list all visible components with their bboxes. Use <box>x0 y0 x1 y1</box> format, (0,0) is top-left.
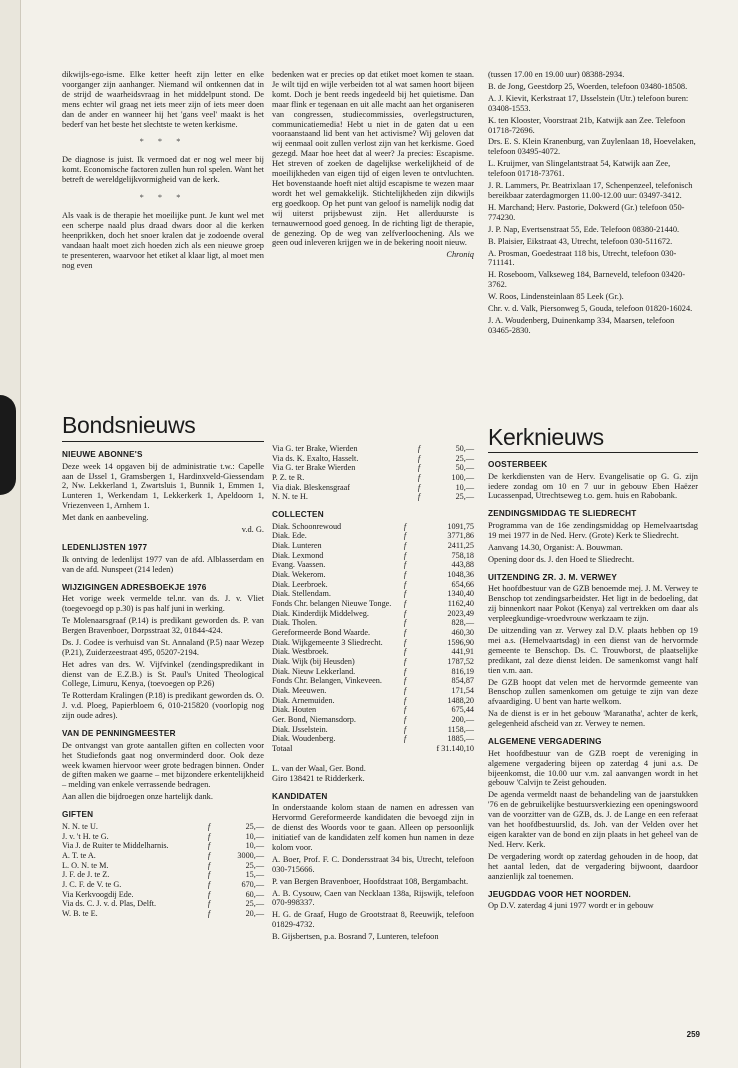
collection-row: Diak. Lunteren f 2411,25 <box>272 541 474 551</box>
section-heading: COLLECTEN <box>272 510 324 520</box>
gift-row: A. T. te A. f 3000,— <box>62 850 264 860</box>
section-stars: * * * <box>139 193 187 203</box>
gift-row: N. N. te U. f 25,— <box>62 821 264 831</box>
collection-row: Diak. Arnemuiden. f 1488,20 <box>272 695 474 705</box>
section-text: Te Rotterdam Kralingen (P.18) is predikant geworden ds. O. J. v.d. Ploeg, Papierbloem 6, 010-215820 (voorlopig nog zijn oude adres). <box>62 691 264 721</box>
candidate-entry: H. G. de Graaf, Hugo de Grootstraat 8, Reeuwijk, telefoon 01829-4732. <box>272 910 474 930</box>
gift-row: N. N. te H. f 25,— <box>272 492 474 502</box>
section-text: Ds. J. Codee is verhuisd van St. Annaland (P.5) naar Wezep (P.21), Zuiderzeestraat 495, 05207-2194. <box>62 637 264 657</box>
collection-row: Diak. Stellendam. f 1340,40 <box>272 589 474 599</box>
candidate-entry: P. van Bergen Bravenboer, Hoofdstraat 108, Bergambacht. <box>272 876 469 886</box>
collection-row: Diak. Wekerom. f 1048,36 <box>272 570 474 580</box>
section-stars: * * * <box>139 137 187 147</box>
contact-entry: B. de Jong, Geestdorp 25, Woerden, telefoon 03480-18508. <box>488 81 688 91</box>
section-signature: v.d. G. <box>241 525 264 535</box>
section-text: Op D.V. zaterdag 4 juni 1977 wordt er in gebouw <box>488 901 654 911</box>
collection-row: Evang. Vaassen. f 443,88 <box>272 560 474 570</box>
contact-entry: Chr. v. d. Valk, Piersonweg 5, Gouda, telefoon 01820-16024. <box>488 304 693 314</box>
contact-entry: B. Plaisier, Eikstraat 43, Utrecht, telefoon 030-511672. <box>488 236 673 246</box>
collection-row: Diak. Wijkgemeente 3 Sliedrecht. f 1596,90 <box>272 637 474 647</box>
gift-row: J. v. 't H. te G. f 10,— <box>62 831 264 841</box>
section-text: Het adres van drs. W. Vijfvinkel (zendingspredikant in dienst van de E.Z.B.) is St. Paul's United Theological College, Limuru, Kenya, (toevoegen op P.26) <box>62 659 264 689</box>
gift-row: Via diak. Bleskensgraaf f 10,— <box>272 482 474 492</box>
collection-row: Diak. Ede. f 3771,86 <box>272 531 474 541</box>
gift-row: J. C. F. de V. te G. f 670,— <box>62 879 264 889</box>
section-text: Aan allen die bijdroegen onze hartelijk dank. <box>62 792 213 802</box>
section-heading: GIFTEN <box>62 810 94 820</box>
member-lists-section <box>62 543 264 574</box>
section-text: Met dank en aanbeveling. <box>62 513 149 523</box>
collection-row: Diak. Meeuwen. f 171,54 <box>272 686 474 696</box>
section-text: De vergadering wordt op zaterdag gehouden in de hoop, dat het aantal leden, dat de vergadering bijwoont, daardoor aanzienlijk zal toenemen. <box>488 851 698 881</box>
contact-entry: J. R. Lammers, Pr. Beatrixlaan 17, Schenpenzeel, telefonisch bereikbaar zaterdagmorgen 11.00-12.00 uur: 03497-3412. <box>488 181 693 200</box>
total-row: Totaal f 31.140,10 <box>272 744 474 754</box>
section-text: De GZB hoopt dat velen met de hervormde gemeente van Benschop zullen samenkomen om getuige te zijn van deze afvaardiging. U bent van harte welkom. <box>488 677 698 707</box>
collection-row: Diak. Wijk (bij Heusden) f 1787,52 <box>272 657 474 667</box>
section-text: De agenda vermeldt naast de behandeling van de jaarstukken '76 en de gebruikelijke bestuursverkiezing een openingswoord van de voorzitter van de GZB, ds. J. de Lange en een referaat van het hoofdbestuurslid, ds. Joh. van der Velden over het eigen karakter van de bond en zijn plaats in het geheel van de Ned. Herv. Kerk. <box>488 790 698 849</box>
section-text: Deze week 14 opgaven bij de administratie t.w.: Capelle aan de IJssel 1, Gramsbergen 1, Hardinxveld-Giessendam 2, Nw. Lekkerland 1, Zwartsluis 1, Bunnik 1, Emmen 1, Lunteren 1, Werkendam 1, Lekkerkerk 1, Apeldoorn 1, Vriezenveen 1, Arnhem 1. <box>62 461 264 511</box>
bonds-column-2 <box>272 442 474 946</box>
collection-row: Diak. IJsselstein. f 1158,— <box>272 724 474 734</box>
section-heading: ZENDINGSMIDDAG TE SLIEDRECHT <box>488 509 637 519</box>
adjacent-page-strip <box>0 0 21 1068</box>
contact-entry: J. A. Woudenberg, Duinenkamp 334, Maarsen, telefoon 03465-2830. <box>488 315 675 335</box>
section-heading: LEDENLIJSTEN 1977 <box>62 543 148 553</box>
contact-entry: W. Roos, Lindensteinlaan 85 Leek (Gr.). <box>488 292 624 302</box>
section-heading: UITZENDING ZR. J. M. VERWEY <box>488 572 617 582</box>
commissioning-section <box>488 573 698 729</box>
bonds-column-1 <box>62 442 264 923</box>
section-text: De uitzending van zr. Verwey zal D.V. plaats hebben op 19 mei a.s. (Hemelvaartsdag) in een dienst van de hervormde gemeente te Benschop. Ds. C. Trouwborst, de plaatselijke predikant, zal deze dienst leiden. De samenkomst vangt half tien v.m. aan. <box>488 625 698 675</box>
gift-row: Via G. ter Brake, Wierden f 50,— <box>272 444 474 453</box>
section-text: Na de dienst is er in het gebouw 'Maranatha', achter de kerk, gelegenheid afscheid van zr. Verwey te nemen. <box>488 709 698 729</box>
collection-row: Ger. Bond, Niemansdorp. f 200,— <box>272 715 474 725</box>
section-heading: JEUGDDAG VOOR HET NOORDEN. <box>488 889 632 899</box>
section-heading: OOSTERBEEK <box>488 460 548 469</box>
author-signature: Chroniq <box>446 250 474 260</box>
contact-entry: Drs. E. S. Klein Kranenburg, van Zuylenlaan 18, Hoevelaken, telefoon 03495-4072. <box>488 137 696 157</box>
gift-row: P. Z. te R. f 100,— <box>272 473 474 483</box>
gifts-section <box>62 810 264 918</box>
candidates-section <box>272 792 474 942</box>
treasurer-signature: L. van der Waal, Ger. Bond. Giro 138421 te Ridderkerk. <box>272 763 366 783</box>
gifts-table-continued <box>272 444 474 502</box>
mission-afternoon-section <box>488 509 698 564</box>
page-number: 259 <box>686 1030 700 1039</box>
kerknieuws-title: Kerknieuws <box>488 424 604 450</box>
section-text: Het hoofdbestuur van de GZB roept de vereniging in algemene vergadering bijeen op zaterdag 4 juni a.s. De bijeenkomst, die 10.00 uur v.m. zal aanvangen wordt in het gebouw 'Calvijn te Zeist gehouden. <box>488 748 698 788</box>
article-paragraph: Als vaak is de therapie het moeilijke punt. Je kunt wel met een scherpe naald plus draad dwars door al die kerken heenprikken, doch het snoer kralen dat je zodoende overal vandaan haalt moet zich hoeden zich als een nieuwe groep te presenteren, waarvoor het etiket al klaar ligt, al moet men nog even <box>62 210 264 270</box>
section-heading: ALGEMENE VERGADERING <box>488 737 602 747</box>
section-text: Opening door ds. J. den Hoed te Sliedrecht. <box>488 554 635 564</box>
collection-row: Diak. Tholen. f 828,— <box>272 618 474 628</box>
collection-row: Diak. Schoonrewoud f 1091,75 <box>272 521 474 531</box>
collection-row: Diak. Woudenberg. f 1885,— <box>272 734 474 744</box>
section-text: Programma van de 16e zendingsmiddag op Hemelvaartsdag 19 mei 1977 in de Ned. Herv. (Grote) Kerk te Sliedrecht. <box>488 521 698 540</box>
section-heading: WIJZIGINGEN ADRESBOEKJE 1976 <box>62 582 207 592</box>
general-meeting-section <box>488 737 698 881</box>
contact-entry: A. J. Kievit, Kerkstraat 17, IJsselstein (Utr.) telefoon buren: 03408-1553. <box>488 93 689 113</box>
gift-row: Via ds. K. Exalto, Hasselt. f 25,— <box>272 453 474 463</box>
section-text: Het vorige week vermelde tel.nr. van ds. J. v. Vliet (toegevoegd op p.30) is pas half juni in werking. <box>62 594 264 614</box>
gift-row: Via ds. C. J. v. d. Plas, Delft. f 25,— <box>62 899 264 909</box>
youth-day-section <box>488 890 698 912</box>
collection-row: Fonds Chr. belangen Nieuwe Tonge. f 1162,40 <box>272 599 474 609</box>
top-column-2 <box>272 70 474 260</box>
gift-row: J. F. de J. te Z. f 15,— <box>62 870 264 880</box>
gift-row: W. B. te E. f 20,— <box>62 908 264 918</box>
candidate-entry: A. Boer, Prof. F. C. Dondersstraat 34 bis, Utrecht, telefoon 030-715666. <box>272 854 474 874</box>
contacts-column <box>488 70 698 338</box>
collection-row: Diak. Houten f 675,44 <box>272 705 474 715</box>
collection-row: Gereformeerde Bond Waarde. f 460,30 <box>272 628 474 638</box>
candidate-entry: B. Gijsbertsen, p.a. Bosrand 7, Lunteren, telefoon <box>272 932 439 942</box>
kerk-column <box>488 452 698 915</box>
article-paragraph: De diagnose is juist. Ik vermoed dat er nog wel meer bij komt. Economische factoren zullen hun rol spelen. Want het betreft de wereldgelijkvormigheid van de kerk. <box>62 155 264 185</box>
contact-entry: J. P. Nap, Evertsenstraat 55, Ede. Telefoon 08380-21440. <box>488 224 680 234</box>
collection-row: Diak. Westbroek. f 441,91 <box>272 647 474 657</box>
section-text: Aanvang 14.30, Organist: A. Bouwman. <box>488 542 623 552</box>
gifts-table <box>62 822 264 919</box>
gift-row: Via J. de Ruiter te Middelharnis. f 10,— <box>62 841 264 851</box>
section-heading: NIEUWE ABONNE'S <box>62 450 143 459</box>
gift-row: L. O. N. te M. f 25,— <box>62 860 264 870</box>
article-paragraph: dikwijls-ego-isme. Elke ketter heeft zijn letter en elke voorganger zijn aanhanger. Niemand wil ontkennen dat in de strijd de waarheidsvraag in het middelpunt stond. De mens echter wil graag net iets meer zijn of iets meer doen dan de ander en wanneer hij het 'gans veel' maakt is het bederf van het beste het slechtste te weten kerkisme. <box>62 70 264 129</box>
section-text: De kerkdiensten van de Herv. Evangelisatie op G. G. zijn iedere zondag om 10 en 7 uur in gebouw Eben Haëzer Lucassenpad, Utrechtseweg t.o. gem. huis en Rabobank. <box>488 471 698 501</box>
section-text: De ontvangst van grote aantallen giften en collecten voor het Studiefonds gaat nog onverminderd door. Ook deze week kwamen hiervoor weer grote bedragen binnen. Onder de giften maken we gaarne – met bijzondere erkentelijkheid – melding van enkele verrassende bedragen. <box>62 740 264 790</box>
contact-entry: H. Roseboom, Valkseweg 184, Barneveld, telefoon 03420-3762. <box>488 270 686 290</box>
section-text: In onderstaande kolom staan de namen en adressen van Hervormd Gereformeerde kandidaten die bevoegd zijn in de dienst des Woords voor te gaan. Alleen op persoonlijk initiatief van de kandidaten zelf komen hun namen in deze kolom voor. <box>272 803 474 852</box>
section-heading: KANDIDATEN <box>272 791 328 801</box>
candidate-entry: A. B. Cysouw, Caen van Necklaan 138a, Rijswijk, telefoon 070-998337. <box>272 888 474 908</box>
collection-row: Diak. Kinderdijk Middelweg. f 2023,49 <box>272 608 474 618</box>
section-heading: VAN DE PENNINGMEESTER <box>62 729 176 739</box>
contact-entry: A. Prosman, Goedestraat 118 bis, Utrecht, telefoon 030-711141. <box>488 248 677 268</box>
contact-entry: L. Kruijmer, van Slingelantstraat 54, Katwijk aan Zee, telefoon 01718-73761. <box>488 159 671 179</box>
oosterbeek-section <box>488 460 698 501</box>
address-book-changes-section <box>62 583 264 722</box>
section-text: Ik ontving de ledenlijst 1977 van de afd. Alblasserdam en van de afd. Nunspeet (214 leden) <box>62 554 264 574</box>
article-paragraph: bedenken wat er precies op dat etiket moet komen te staan. Je wilt tijd en wijle verbeiden tot al wat samen hoort bijeen komt. Doch je bent reeds ingedeeld bij het quietisme. Dan maar flink er tegenaan en uit alle macht aan het organiseren van congressen, studiecommissies, overlegstructuren, communicatiemedia! Hebt u niet in de gaten dat u een vooraanstaand lid bent van het activisme? Wij geloven dat wij eenmaal ooit zullen verlost zijn van het kerkisme. Goed gezegd. Maar hoe heet dat al weer? Ja precies: Escapisme. Het streven of zoeken de dagelijkse werkelijkheid of de moeilijkheden van eigen tijd of eigen leven te ontvluchten. Het bovenstaande hoeft niet altijd escapisme te wezen maar wordt het wel gemakkelijk. Stichtelijkheden zijn dikwijls erg goedkoop. Op het punt van geloof is namelijk nodig dat wij uiterst prijsbewust zijn. Het allerduurste is ternauwernood goed genoeg. In de richting ligt de therapie, de genezing. Op de weg van zelfverloochening. Als we geen oud inleveren krijgen we in de bekering nooit nieuw. <box>272 70 474 248</box>
treasurer-section <box>62 729 264 802</box>
contact-entry: K. ten Klooster, Voorstraat 21b, Katwijk aan Zee. Telefoon 01718-72696. <box>488 115 686 135</box>
collection-row: Diak. Lexmond f 758,18 <box>272 550 474 560</box>
collection-row: Diak. Leerbroek. f 654,66 <box>272 579 474 589</box>
section-text: Het hoofdbestuur van de GZB benoemde mej. J. M. Verwey te Benschop tot zendingsarbeidster. Het ligt in de bedoeling, dat zij binnenkort naar Pokot (Kenya) zal vertrekken om daar als verpleegkundige-vroedvrouw werkzaam te zijn. <box>488 584 698 624</box>
collection-row: Diak. Nieuw Lekkerland. f 816,19 <box>272 666 474 676</box>
page-edge-tab <box>0 395 16 495</box>
contact-entry: (tussen 17.00 en 19.00 uur) 08388-2934. <box>488 70 625 79</box>
top-column-1 <box>62 70 264 278</box>
gift-row: Via Kerkvoogdij Ede. f 60,— <box>62 889 264 899</box>
collection-row: Fonds Chr. Belangen, Vinkeveen. f 854,87 <box>272 676 474 686</box>
contact-entry: H. Marchand; Herv. Pastorie, Dokwerd (Gr.) telefoon 050-774230. <box>488 202 685 222</box>
bondsnieuws-title: Bondsnieuws <box>62 412 196 438</box>
new-subscribers-section <box>62 450 264 535</box>
section-text: Te Molenaarsgraaf (P.14) is predikant geworden ds. P. van Bergen Bravenboer, Dorpsstraat 32, 01844-424. <box>62 615 264 635</box>
collections-table <box>272 522 474 754</box>
gift-row: Via G. ter Brake Wierden f 50,— <box>272 463 474 473</box>
